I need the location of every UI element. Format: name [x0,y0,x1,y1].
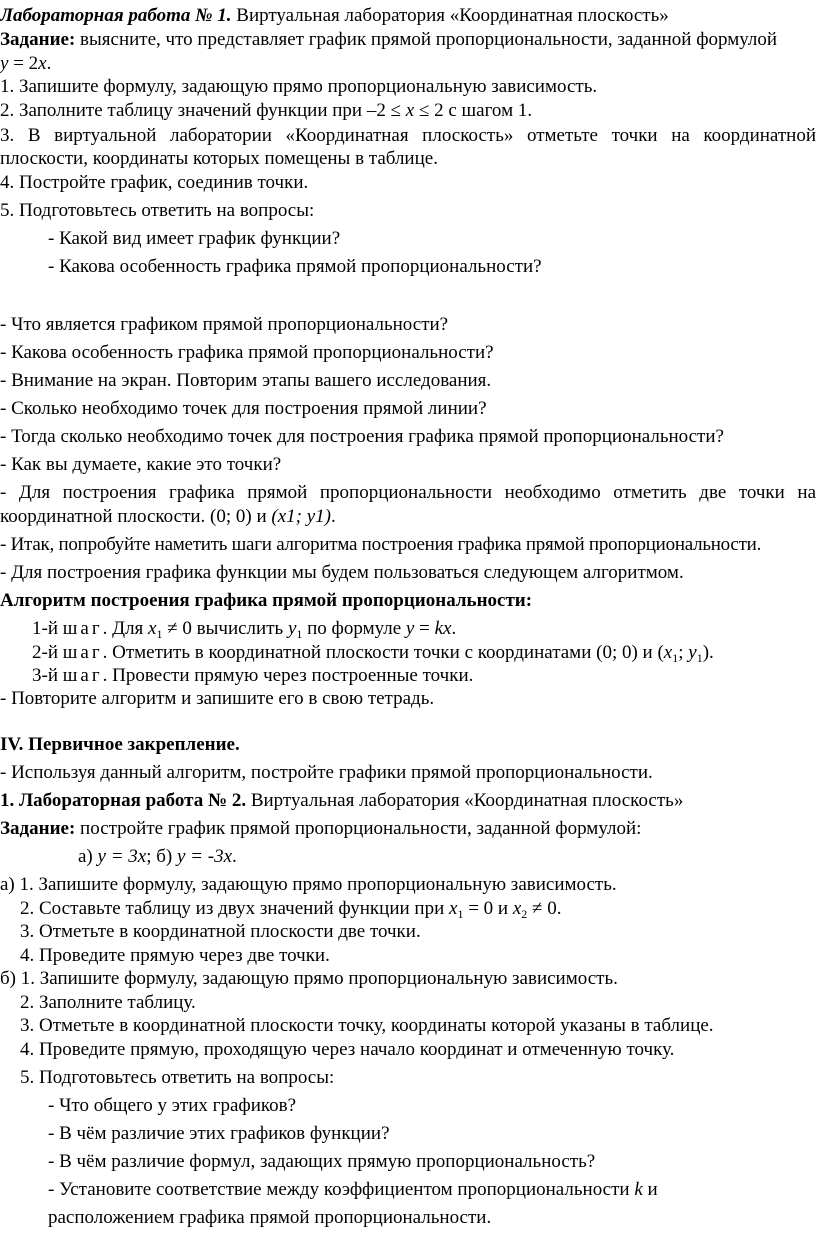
lab2-b-step-1: б) 1. Запишите формулу, задающую прямо пропорциональную зависимость. [0,968,618,989]
step1-x: x [148,618,157,639]
step2-alg-sep: ; [678,642,689,663]
step2-text-a: 2. Заполните таблицу значений функции при –2 ≤ [0,100,406,121]
lab2-question-3: - В чём различие формул, задающих прямую пропорциональность? [48,1151,596,1172]
lab1-step-5: 5. Подготовьтесь ответить на вопросы: [0,200,315,221]
step1-kx: kx [434,618,452,639]
step2-alg-y: y [688,642,697,663]
a2-x1-sub: 1 [457,907,464,921]
step2-alg-y-sub: 1 [696,651,703,665]
formula-a: y = 3x [97,846,147,867]
lab2-task-label: Задание: [0,818,76,839]
step2-alg-x-sub: 1 [672,651,679,665]
step2-text-b: ≤ 2 с шагом 1. [414,100,533,121]
step1-x-sub: 1 [156,627,163,641]
step1-text-b: ≠ 0 вычислить [162,618,288,639]
algorithm-repeat: - Повторите алгоритм и запишите его в свою тетрадь. [0,688,435,709]
lab1-task-label: Задание: [0,29,76,50]
lab2-b-step-5: 5. Подготовьтесь ответить на вопросы: [20,1067,335,1088]
discussion-line-5: - Тогда сколько необходимо точек для построения графика прямой пропорциональности? [0,426,724,447]
formula-dot-2: . [232,846,237,867]
lab2-title-bold: 1. Лабораторная работа № 2. [0,790,247,811]
step2-word: шаг [62,642,103,663]
formula-x: x [38,53,47,74]
lab2-question-1: - Что общего у этих графиков? [48,1095,297,1116]
step1-text-a: . Для [102,618,149,639]
formula-y: y [0,53,9,74]
discussion-line-6: - Как вы думаете, какие это точки? [0,454,282,475]
d7-text-a: координатной плоскости. (0; 0) и [0,506,272,527]
algorithm-step-1 [32,618,456,645]
part4-intro: - Используя данный алгоритм, постройте графики прямой пропорциональности. [0,762,653,783]
lab2-question-2: - В чём различие этих графиков функции? [48,1123,390,1144]
lab2-task [0,818,641,840]
algorithm-step-3 [32,665,473,687]
discussion-line-7b [0,506,336,528]
a2-x2: x [512,898,522,919]
step1-eq: = [414,618,435,639]
d7-point: (x1; y1) [271,506,332,527]
lab1-step-1: 1. Запишите формулу, задающую прямо пропорциональную зависимость. [0,76,598,97]
bq4-text-a: - Установите соответствие между коэффициентом пропорциональности [48,1179,635,1200]
lab1-task-text: выясните, что представляет график прямой пропорциональности, заданной формулой [75,29,778,50]
a2-x2-sub: 2 [521,907,528,921]
lab2-task-text: постройте график прямой пропорциональности, заданной формулой: [75,818,642,839]
discussion-line-7a: - Для построения графика прямой пропорциональности необходимо отметить две точки на [0,482,816,503]
step1-dot: . [451,618,457,639]
lab1-step-4: 4. Постройте график, соединив точки. [0,172,309,193]
discussion-line-3: - Внимание на экран. Повторим этапы вашего исследования. [0,370,492,391]
step1-y: y [287,618,297,639]
lab2-b-step-4: 4. Проведите прямую, проходящую через начало координат и отмеченную точку. [20,1039,675,1060]
bq4-text-b: и [642,1179,658,1200]
step3-num: 3-й [32,665,63,686]
step2-alg-text-b: ). [702,642,714,663]
step2-num: 2-й [32,642,63,663]
d7-dot: . [331,506,336,527]
discussion-line-9: - Для построения графика функции мы будем пользоваться следующем алгоритмом. [0,562,684,583]
step1-word: шаг [62,618,103,639]
lab1-title [0,5,669,27]
lab2-question-4 [48,1179,658,1201]
formula-dot: . [46,53,52,74]
lab2-question-4-line2: расположением графика прямой пропорциональности. [48,1207,492,1228]
lab1-title-bold: Лабораторная работа № 1. [0,5,232,26]
formula-a-label: а) [78,846,98,867]
lab2-b-step-3: 3. Отметьте в координатной плоскости точку, координаты которой указаны в таблице. [20,1015,714,1036]
lab1-question-2: - Какова особенность графика прямой пропорциональности? [48,256,542,277]
lab1-step-3-line2: плоскости, координаты которых помещены в таблице. [0,148,438,169]
discussion-line-2: - Какова особенность графика прямой пропорциональности? [0,342,494,363]
formula-sep: ; б) [146,846,177,867]
step2-x: x [405,100,415,121]
lab1-task [0,29,777,51]
lab2-title-rest: Виртуальная лаборатория «Координатная плоскость» [246,790,684,811]
a2-text-a: 2. Составьте таблицу из двух значений функции при [20,898,450,919]
lab2-b-step-2: 2. Заполните таблицу. [20,992,196,1013]
discussion-line-4: - Сколько необходимо точек для построения прямой линии? [0,398,487,419]
discussion-line-1: - Что является графиком прямой пропорциональности? [0,314,449,335]
lab2-a-step-3: 3. Отметьте в координатной плоскости две точки. [20,921,421,942]
step3-text: . Провести прямую через построенные точки. [102,665,474,686]
step2-alg-text-a: . Отметить в координатной плоскости точки с координатами (0; 0) и ( [102,642,664,663]
lab1-formula [0,53,51,75]
bq4-k: k [634,1179,643,1200]
step1-y-sub: 1 [296,627,303,641]
formula-b: y = -3x [176,846,232,867]
lab1-step-2 [0,100,532,122]
formula-eq: = 2 [8,53,39,74]
a2-text-b: = 0 и [463,898,513,919]
lab1-title-rest: Виртуальная лаборатория «Координатная плоскость» [231,5,669,26]
algorithm-title: Алгоритм построения графика прямой пропорциональности: [0,590,533,611]
discussion-line-8: - Итак, попробуйте наметить шаги алгоритма построения графика прямой пропорциональности. [0,534,762,555]
lab2-a-step-4: 4. Проведите прямую через две точки. [20,945,330,966]
lab1-step-3-line1: 3. В виртуальной лаборатории «Координатная плоскость» отметьте точки на координатной [0,125,816,146]
step1-text-c: по формуле [302,618,406,639]
lab1-question-1: - Какой вид имеет график функции? [48,228,341,249]
a2-text-c: ≠ 0. [527,898,562,919]
lab2-title [0,790,683,812]
step1-formula-y: y [405,618,415,639]
lab2-formulas [78,846,237,868]
step2-alg-x: x [663,642,673,663]
a2-x1: x [449,898,458,919]
step1-num: 1-й [32,618,63,639]
step3-word: шаг [62,665,103,686]
part4-heading: IV. Первичное закрепление. [0,734,240,755]
lab2-a-step-1: а) 1. Запишите формулу, задающую прямо пропорциональную зависимость. [0,874,617,895]
